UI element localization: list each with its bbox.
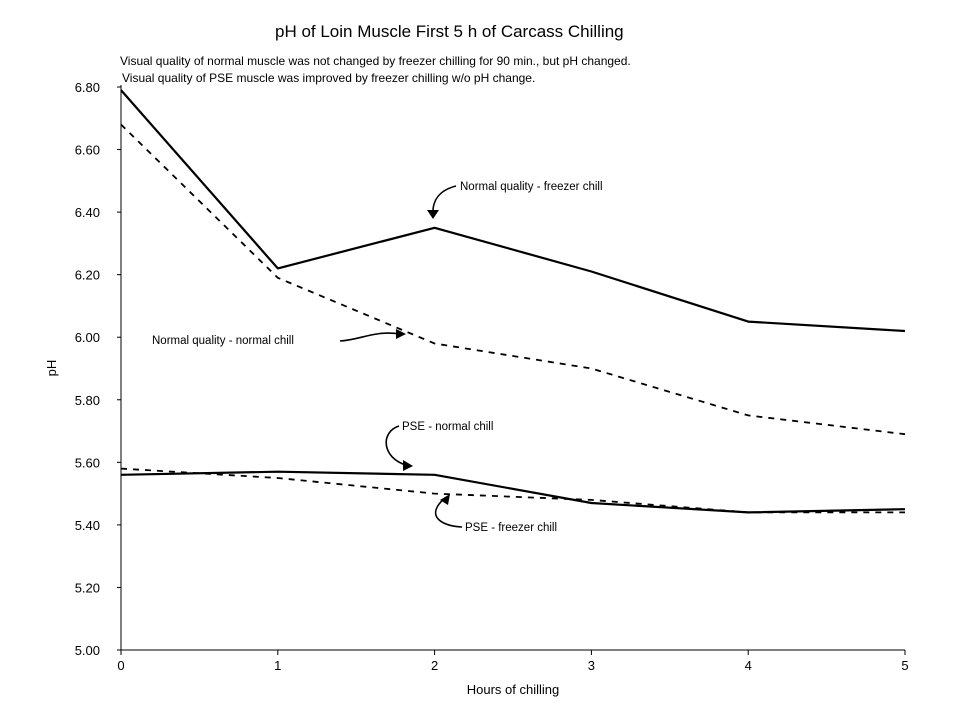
x-tick-label: 4 [744, 658, 752, 673]
series-line-4 [121, 469, 905, 513]
annotation-normal-normal: Normal quality - normal chill [152, 335, 294, 347]
y-axis-label: pH [44, 359, 59, 377]
arrowhead-pse-normal [403, 460, 413, 471]
x-tick-label: 2 [430, 658, 439, 673]
x-tick-label: 0 [117, 658, 125, 673]
series-line-2 [121, 125, 905, 435]
annotation-arrow-normal-normal [340, 333, 400, 341]
series-line-3 [121, 472, 905, 513]
x-tick-label: 3 [587, 658, 596, 673]
series-line-1 [121, 90, 905, 331]
series-group [121, 90, 905, 512]
y-ticks [75, 80, 121, 658]
annotation-pse-freezer: PSE - freezer chill [465, 522, 558, 534]
y-tick-label: 5.00 [74, 643, 100, 658]
x-tick-label: 5 [901, 658, 909, 673]
x-axis-label: Hours of chilling [466, 682, 560, 697]
y-tick-label: 6.40 [74, 205, 100, 221]
y-tick-label: 5.80 [74, 392, 100, 408]
annotation-normal-freezer: Normal quality - freezer chill [460, 181, 603, 193]
arrowhead-normal-freezer [427, 210, 439, 219]
x-ticks [117, 650, 908, 673]
arrowhead-pse-freezer [440, 494, 450, 505]
annotation-arrow-pse-freezer [436, 498, 462, 527]
y-tick-label: 6.60 [74, 142, 100, 158]
chart-note-1: Visual quality of normal muscle was not changed by freezer chilling for 90 min., but pH changed. [120, 54, 631, 68]
chart-title: pH of Loin Muscle First 5 h of Carcass Chilling [275, 22, 624, 41]
y-tick-label: 5.20 [74, 580, 100, 596]
chart-note-2: Visual quality of PSE muscle was improved by freezer chilling w/o pH change. [122, 71, 536, 85]
y-tick-label: 6.80 [74, 80, 100, 95]
y-tick-label: 6.00 [74, 330, 100, 346]
annotation-pse-normal: PSE - normal chill [402, 421, 494, 433]
y-tick-label: 6.20 [74, 267, 100, 283]
y-tick-label: 5.40 [74, 517, 100, 533]
y-tick-label: 5.60 [74, 455, 100, 471]
x-tick-label: 1 [274, 658, 282, 673]
arrowhead-normal-normal [396, 329, 406, 339]
